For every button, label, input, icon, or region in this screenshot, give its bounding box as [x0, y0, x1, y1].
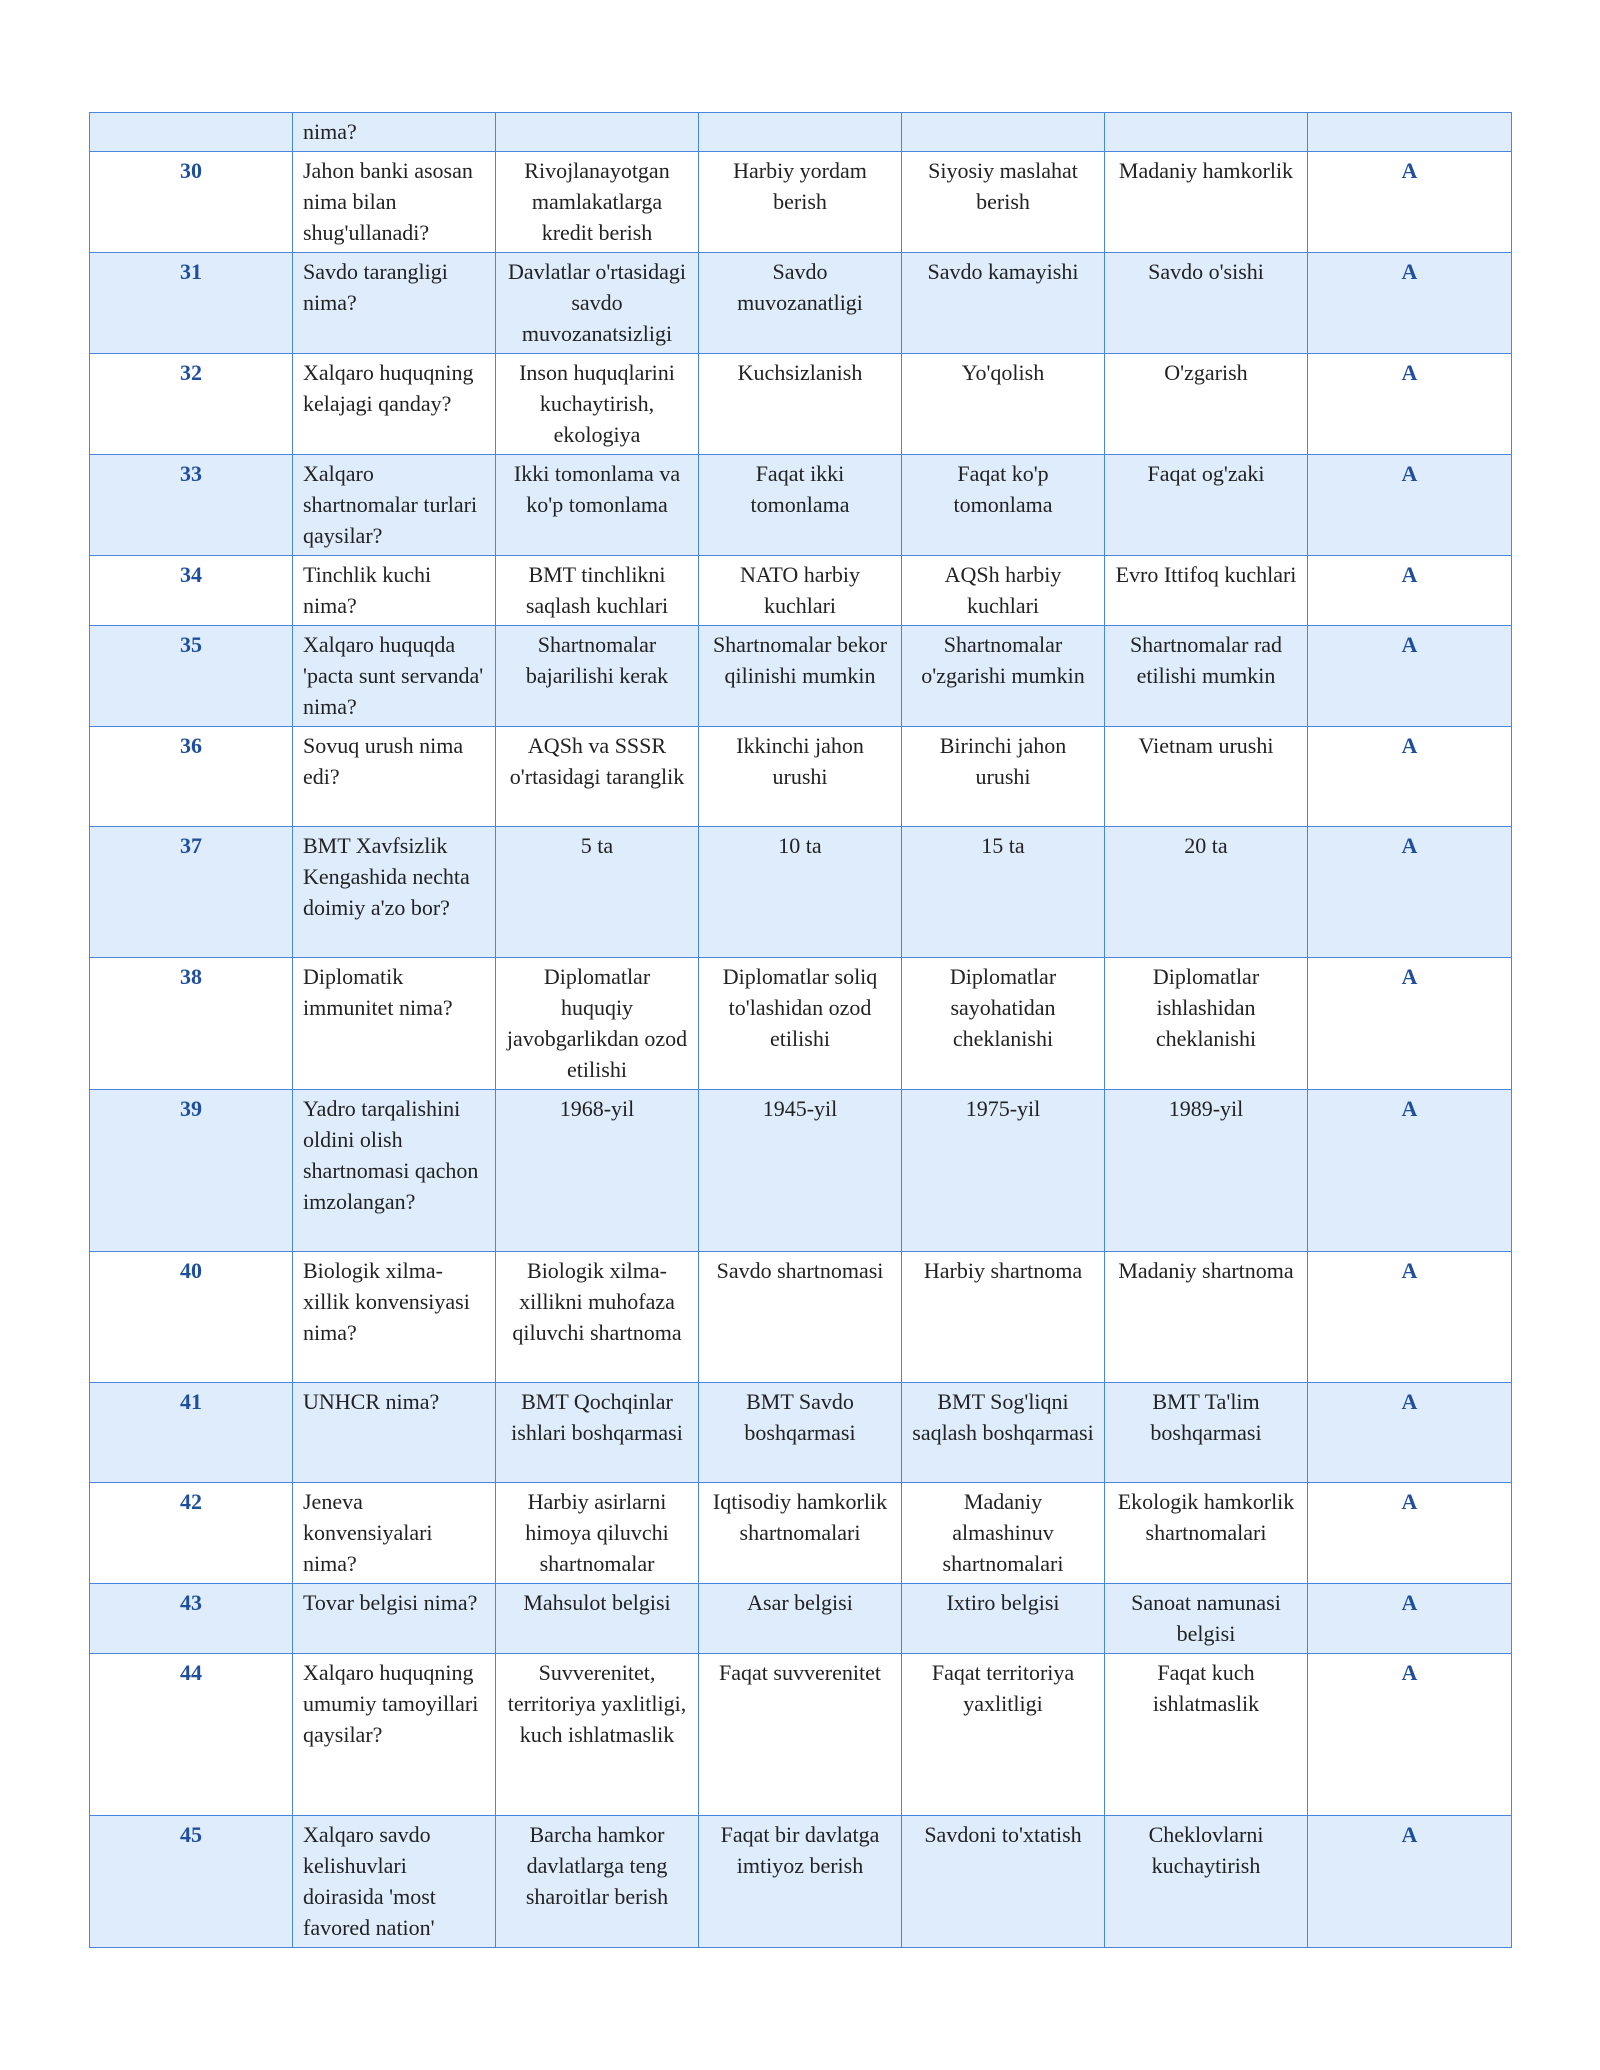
question-number-cell: 33 — [90, 455, 293, 556]
option-a-cell: Davlatlar o'rtasidagi savdo muvozanatsizligi — [496, 253, 699, 354]
option-b-cell: Harbiy yordam berish — [699, 152, 902, 253]
quiz-table — [89, 112, 1512, 1948]
table-row — [90, 152, 1512, 253]
correct-answer-cell: A — [1308, 1816, 1512, 1948]
question-text-cell: BMT Xavfsizlik Kengashida nechta doimiy a'zo bor? — [293, 827, 496, 958]
page — [89, 112, 1511, 1948]
option-a-cell: Mahsulot belgisi — [496, 1584, 699, 1654]
question-text-cell: UNHCR nima? — [293, 1383, 496, 1483]
option-a-cell: Ikki tomonlama va ko'p tomonlama — [496, 455, 699, 556]
correct-answer-cell: A — [1308, 626, 1512, 727]
table-row — [90, 727, 1512, 827]
question-text-cell: Tovar belgisi nima? — [293, 1584, 496, 1654]
option-d-cell: Vietnam urushi — [1105, 727, 1308, 827]
option-d-cell: Diplomatlar ishlashidan cheklanishi — [1105, 958, 1308, 1090]
option-a-cell: Harbiy asirlarni himoya qiluvchi shartnomalar — [496, 1483, 699, 1584]
option-d-cell: Sanoat namunasi belgisi — [1105, 1584, 1308, 1654]
correct-answer-cell: A — [1308, 354, 1512, 455]
option-c-cell: Harbiy shartnoma — [902, 1252, 1105, 1383]
question-number-cell: 43 — [90, 1584, 293, 1654]
option-d-cell: Cheklovlarni kuchaytirish — [1105, 1816, 1308, 1948]
correct-answer-cell: A — [1308, 1090, 1512, 1252]
option-c-cell: Siyosiy maslahat berish — [902, 152, 1105, 253]
option-d-cell: Faqat og'zaki — [1105, 455, 1308, 556]
option-d-cell: Faqat kuch ishlatmaslik — [1105, 1654, 1308, 1816]
option-b-cell: Faqat ikki tomonlama — [699, 455, 902, 556]
option-d-cell: Evro Ittifoq kuchlari — [1105, 556, 1308, 626]
question-number-cell: 31 — [90, 253, 293, 354]
option-b-cell: Faqat bir davlatga imtiyoz berish — [699, 1816, 902, 1948]
question-text-cell: Yadro tarqalishini oldini olish shartnomasi qachon imzolangan? — [293, 1090, 496, 1252]
option-a-cell: BMT tinchlikni saqlash kuchlari — [496, 556, 699, 626]
question-text-cell: Tinchlik kuchi nima? — [293, 556, 496, 626]
correct-answer-cell: A — [1308, 152, 1512, 253]
option-c-cell: Faqat territoriya yaxlitligi — [902, 1654, 1105, 1816]
question-number-cell: 32 — [90, 354, 293, 455]
option-b-cell: BMT Savdo boshqarmasi — [699, 1383, 902, 1483]
question-text-cell: Sovuq urush nima edi? — [293, 727, 496, 827]
option-b-cell: NATO harbiy kuchlari — [699, 556, 902, 626]
option-a-cell: Inson huquqlarini kuchaytirish, ekologiya — [496, 354, 699, 455]
correct-answer-cell: A — [1308, 455, 1512, 556]
option-d-cell: O'zgarish — [1105, 354, 1308, 455]
table-row — [90, 1383, 1512, 1483]
question-text-cell: Jeneva konvensiyalari nima? — [293, 1483, 496, 1584]
quiz-table-body — [90, 113, 1512, 1948]
option-d-cell: BMT Ta'lim boshqarmasi — [1105, 1383, 1308, 1483]
table-row — [90, 113, 1512, 152]
option-c-cell: Savdoni to'xtatish — [902, 1816, 1105, 1948]
table-row — [90, 354, 1512, 455]
option-c-cell: 1975-yil — [902, 1090, 1105, 1252]
question-text-cell: Xalqaro huquqning kelajagi qanday? — [293, 354, 496, 455]
correct-answer-cell: A — [1308, 1383, 1512, 1483]
table-row — [90, 1584, 1512, 1654]
option-d-cell: Savdo o'sishi — [1105, 253, 1308, 354]
question-number-cell: 41 — [90, 1383, 293, 1483]
option-a-cell: BMT Qochqinlar ishlari boshqarmasi — [496, 1383, 699, 1483]
table-row — [90, 827, 1512, 958]
option-b-cell: Kuchsizlanish — [699, 354, 902, 455]
correct-answer-cell — [1308, 113, 1512, 152]
option-b-cell: Faqat suvverenitet — [699, 1654, 902, 1816]
table-row — [90, 455, 1512, 556]
option-c-cell: Faqat ko'p tomonlama — [902, 455, 1105, 556]
option-d-cell: Shartnomalar rad etilishi mumkin — [1105, 626, 1308, 727]
question-number-cell: 30 — [90, 152, 293, 253]
option-c-cell: 15 ta — [902, 827, 1105, 958]
option-d-cell: 20 ta — [1105, 827, 1308, 958]
option-c-cell: Madaniy almashinuv shartnomalari — [902, 1483, 1105, 1584]
option-a-cell: AQSh va SSSR o'rtasidagi taranglik — [496, 727, 699, 827]
option-c-cell: Yo'qolish — [902, 354, 1105, 455]
table-row — [90, 1816, 1512, 1948]
option-d-cell: Madaniy shartnoma — [1105, 1252, 1308, 1383]
correct-answer-cell: A — [1308, 1584, 1512, 1654]
option-a-cell: Biologik xilma-xillikni muhofaza qiluvchi shartnoma — [496, 1252, 699, 1383]
option-c-cell: Diplomatlar sayohatidan cheklanishi — [902, 958, 1105, 1090]
table-row — [90, 1483, 1512, 1584]
option-d-cell: Madaniy hamkorlik — [1105, 152, 1308, 253]
question-number-cell: 45 — [90, 1816, 293, 1948]
option-c-cell: AQSh harbiy kuchlari — [902, 556, 1105, 626]
question-number-cell: 44 — [90, 1654, 293, 1816]
option-c-cell: Savdo kamayishi — [902, 253, 1105, 354]
question-number-cell: 42 — [90, 1483, 293, 1584]
option-b-cell: Shartnomalar bekor qilinishi mumkin — [699, 626, 902, 727]
option-c-cell: BMT Sog'liqni saqlash boshqarmasi — [902, 1383, 1105, 1483]
table-row — [90, 1252, 1512, 1383]
table-row — [90, 1090, 1512, 1252]
option-b-cell: Ikkinchi jahon urushi — [699, 727, 902, 827]
question-text-cell: Biologik xilma-xillik konvensiyasi nima? — [293, 1252, 496, 1383]
correct-answer-cell: A — [1308, 1252, 1512, 1383]
question-number-cell: 39 — [90, 1090, 293, 1252]
option-b-cell: Savdo muvozanatligi — [699, 253, 902, 354]
option-b-cell: Iqtisodiy hamkorlik shartnomalari — [699, 1483, 902, 1584]
option-a-cell: Diplomatlar huquqiy javobgarlikdan ozod etilishi — [496, 958, 699, 1090]
question-text-cell: Xalqaro huquqning umumiy tamoyillari qaysilar? — [293, 1654, 496, 1816]
table-row — [90, 626, 1512, 727]
option-c-cell — [902, 113, 1105, 152]
question-number-cell: 38 — [90, 958, 293, 1090]
option-c-cell: Birinchi jahon urushi — [902, 727, 1105, 827]
correct-answer-cell: A — [1308, 1483, 1512, 1584]
question-number-cell: 36 — [90, 727, 293, 827]
option-d-cell: 1989-yil — [1105, 1090, 1308, 1252]
correct-answer-cell: A — [1308, 827, 1512, 958]
option-a-cell: Rivojlanayotgan mamlakatlarga kredit berish — [496, 152, 699, 253]
question-number-cell: 40 — [90, 1252, 293, 1383]
table-row — [90, 253, 1512, 354]
correct-answer-cell: A — [1308, 727, 1512, 827]
correct-answer-cell: A — [1308, 958, 1512, 1090]
option-a-cell: Shartnomalar bajarilishi kerak — [496, 626, 699, 727]
option-b-cell: Diplomatlar soliq to'lashidan ozod etilishi — [699, 958, 902, 1090]
question-text-cell: Xalqaro shartnomalar turlari qaysilar? — [293, 455, 496, 556]
option-c-cell: Ixtiro belgisi — [902, 1584, 1105, 1654]
option-d-cell — [1105, 113, 1308, 152]
option-b-cell: 1945-yil — [699, 1090, 902, 1252]
option-d-cell: Ekologik hamkorlik shartnomalari — [1105, 1483, 1308, 1584]
option-a-cell: Suvverenitet, territoriya yaxlitligi, kuch ishlatmaslik — [496, 1654, 699, 1816]
correct-answer-cell: A — [1308, 253, 1512, 354]
table-row — [90, 958, 1512, 1090]
correct-answer-cell: A — [1308, 556, 1512, 626]
question-text-cell: Jahon banki asosan nima bilan shug'ullanadi? — [293, 152, 496, 253]
option-c-cell: Shartnomalar o'zgarishi mumkin — [902, 626, 1105, 727]
question-text-cell: Savdo tarangligi nima? — [293, 253, 496, 354]
question-number-cell: 34 — [90, 556, 293, 626]
correct-answer-cell: A — [1308, 1654, 1512, 1816]
option-b-cell: 10 ta — [699, 827, 902, 958]
option-a-cell: Barcha hamkor davlatlarga teng sharoitlar berish — [496, 1816, 699, 1948]
question-text-cell: nima? — [293, 113, 496, 152]
question-text-cell: Xalqaro savdo kelishuvlari doirasida 'most favored nation' — [293, 1816, 496, 1948]
question-number-cell: 37 — [90, 827, 293, 958]
option-a-cell: 5 ta — [496, 827, 699, 958]
question-text-cell: Diplomatik immunitet nima? — [293, 958, 496, 1090]
option-b-cell — [699, 113, 902, 152]
question-number-cell — [90, 113, 293, 152]
option-a-cell: 1968-yil — [496, 1090, 699, 1252]
option-a-cell — [496, 113, 699, 152]
table-row — [90, 556, 1512, 626]
question-text-cell: Xalqaro huquqda 'pacta sunt servanda' nima? — [293, 626, 496, 727]
option-b-cell: Asar belgisi — [699, 1584, 902, 1654]
question-number-cell: 35 — [90, 626, 293, 727]
table-row — [90, 1654, 1512, 1816]
option-b-cell: Savdo shartnomasi — [699, 1252, 902, 1383]
